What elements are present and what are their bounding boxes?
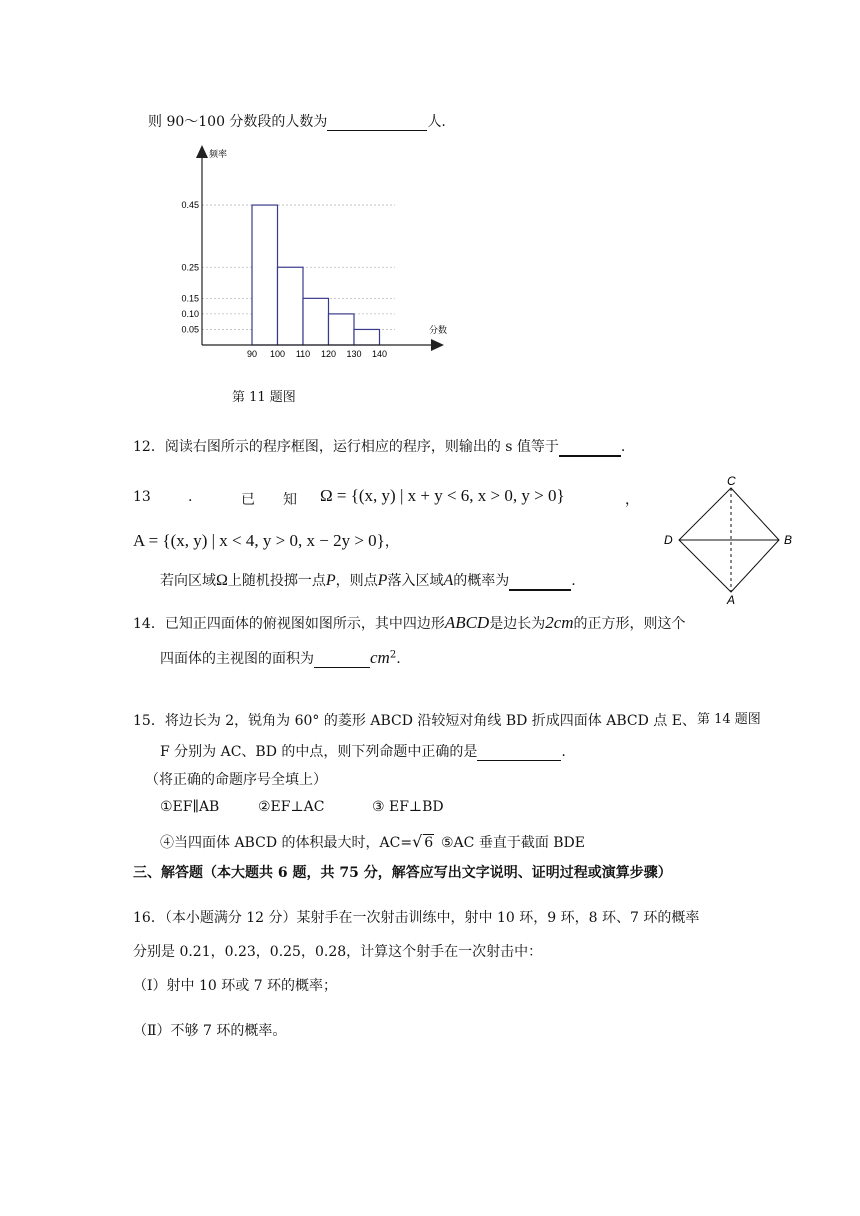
- q13-dot: .: [188, 489, 193, 505]
- q15-line2: [160, 741, 566, 761]
- q14-answer-blank[interactable]: [314, 651, 370, 668]
- q14-abcd: ABCD: [444, 613, 490, 632]
- x-axis-label: 分数: [429, 325, 448, 335]
- q14-line2: [160, 648, 401, 668]
- q14-line1: [133, 613, 686, 633]
- q13-a-line: [133, 531, 399, 551]
- q15-line1: 15．将边长为 2，锐角为 60° 的菱形 ABCD 沿较短对角线 BD 折成四面体 ABCD 点 E、: [133, 713, 696, 729]
- x-tick-label: 120: [320, 349, 337, 359]
- q11-answer-blank[interactable]: [327, 114, 427, 131]
- q11-caption: 第 11 题图: [232, 390, 296, 405]
- histogram-bar: [354, 329, 380, 345]
- q15-option-1: ①EF∥AB: [160, 799, 220, 815]
- q15-text: F 分别为 AC、BD 的中点，则下列命题中正确的是: [160, 744, 478, 760]
- histogram-chart: [165, 140, 455, 365]
- histogram-bar: [329, 314, 355, 345]
- label-d: D: [664, 533, 673, 547]
- q13-point-p-2: P: [377, 572, 388, 589]
- q13-omega-definition: Ω = {(x, y) | x + y < 6, x > 0, y > 0}: [320, 486, 565, 505]
- q14-unit-exponent: 2: [389, 649, 397, 661]
- x-tick-label: 110: [295, 349, 311, 359]
- q15-note: （将正确的命题序号全填上）: [145, 772, 327, 788]
- q12-answer-blank[interactable]: [559, 439, 621, 457]
- q16-line1: 16．（本小题满分 12 分）某射手在一次射击训练中，射中 10 环，9 环，8 环、7 环的概率: [133, 910, 700, 926]
- q15-option-4-text: ④当四面体 ABCD 的体积最大时，AC=: [160, 835, 413, 851]
- y-axis-arrow-icon: [196, 145, 208, 158]
- y-tick-label: 0.10: [181, 308, 199, 319]
- q14-unit: cm: [370, 648, 390, 667]
- q13-word2: 知: [283, 492, 297, 508]
- q13-text-5: 的概率为: [453, 573, 510, 589]
- x-tick-labels: [247, 349, 387, 359]
- label-a: A: [727, 593, 736, 607]
- y-axis-label: 频率: [209, 149, 228, 159]
- q11-suffix: 人.: [427, 114, 446, 130]
- histogram-bar: [278, 267, 304, 345]
- q13-comma: ，: [625, 492, 639, 508]
- q13-answer-blank[interactable]: [509, 573, 571, 591]
- q15-option-4: [160, 832, 434, 852]
- label-c: C: [727, 474, 736, 488]
- q13-text-1: 若向区域: [160, 573, 216, 589]
- q16-line2: 分别是 0.21，0.23，0.25，0.28，计算这个射手在一次射击中：: [133, 944, 543, 960]
- q15-end: .: [561, 744, 566, 760]
- chart-bars: [252, 205, 380, 345]
- y-tick-labels: [181, 200, 199, 334]
- histogram-bar: [252, 205, 278, 345]
- q15-option-2: ②EF⊥AC: [258, 799, 325, 815]
- q14-end: .: [396, 651, 401, 667]
- q13-point-p: P: [325, 572, 336, 589]
- q13-line3: [160, 570, 576, 591]
- section-3-heading: 三、解答题（本大题共 6 题，共 75 分，解答应写出文字说明、证明过程或演算步骤）: [133, 865, 672, 881]
- x-tick-label: 100: [269, 349, 286, 359]
- q16-part-2: （Ⅱ）不够 7 环的概率。: [133, 1023, 287, 1039]
- q14-caption: 第 14 题图: [697, 712, 761, 727]
- q13-number: 13: [133, 489, 151, 505]
- q14-text-1: 14．已知正四面体的俯视图如图所示，其中四边形: [133, 616, 445, 632]
- q13-text-3: ，则点: [335, 573, 378, 589]
- q14-text-3: 的正方形，则这个: [573, 616, 686, 632]
- x-tick-label: 130: [346, 349, 362, 359]
- q14-figure: [655, 470, 805, 610]
- q12-text: 12．阅读右图所示的程序框图，运行相应的程序，则输出的 s 值等于: [133, 439, 559, 455]
- q13-end: .: [571, 573, 576, 589]
- q13-word1: 已: [241, 492, 255, 508]
- q14-text-2: 是边长为: [489, 616, 546, 632]
- q12-line: [133, 436, 625, 457]
- q11-prefix: 则 90～100 分数段的人数为: [148, 114, 328, 130]
- y-tick-label: 0.15: [181, 293, 199, 304]
- x-axis-arrow-icon: [431, 339, 444, 351]
- q13-region-a: A: [443, 572, 454, 589]
- q13-a-suffix: ，: [384, 534, 399, 550]
- x-tick-label: 140: [371, 349, 388, 359]
- y-tick-label: 0.25: [181, 262, 199, 273]
- q15-option-3: ③ EF⊥BD: [372, 799, 444, 815]
- q13-text-2: 上随机投掷一点: [227, 573, 326, 589]
- x-tick-label: 90: [246, 349, 258, 359]
- y-tick-label: 0.05: [181, 324, 199, 335]
- q11-line: [148, 111, 446, 131]
- q15-answer-blank[interactable]: [477, 744, 561, 761]
- q15-option-5: ⑤AC 垂直于截面 BDE: [441, 835, 586, 851]
- q13-text-4: 落入区域: [387, 573, 444, 589]
- q16-part-1: （Ⅰ）射中 10 环或 7 环的概率；: [133, 978, 338, 994]
- histogram-bar: [303, 298, 329, 345]
- q14-length: 2cm: [545, 613, 574, 632]
- label-b: B: [784, 533, 793, 547]
- q12-end: .: [620, 439, 626, 455]
- q14-text-4: 四面体的主视图的面积为: [160, 651, 314, 667]
- q13-omega-symbol: Ω: [216, 572, 228, 589]
- q15-sqrt-value: 6: [424, 835, 434, 851]
- sqrt-symbol: √: [412, 832, 423, 851]
- y-tick-label: 0.45: [181, 200, 199, 211]
- q13-a-definition: A = {(x, y) | x < 4, y > 0, x − 2y > 0}: [133, 531, 385, 550]
